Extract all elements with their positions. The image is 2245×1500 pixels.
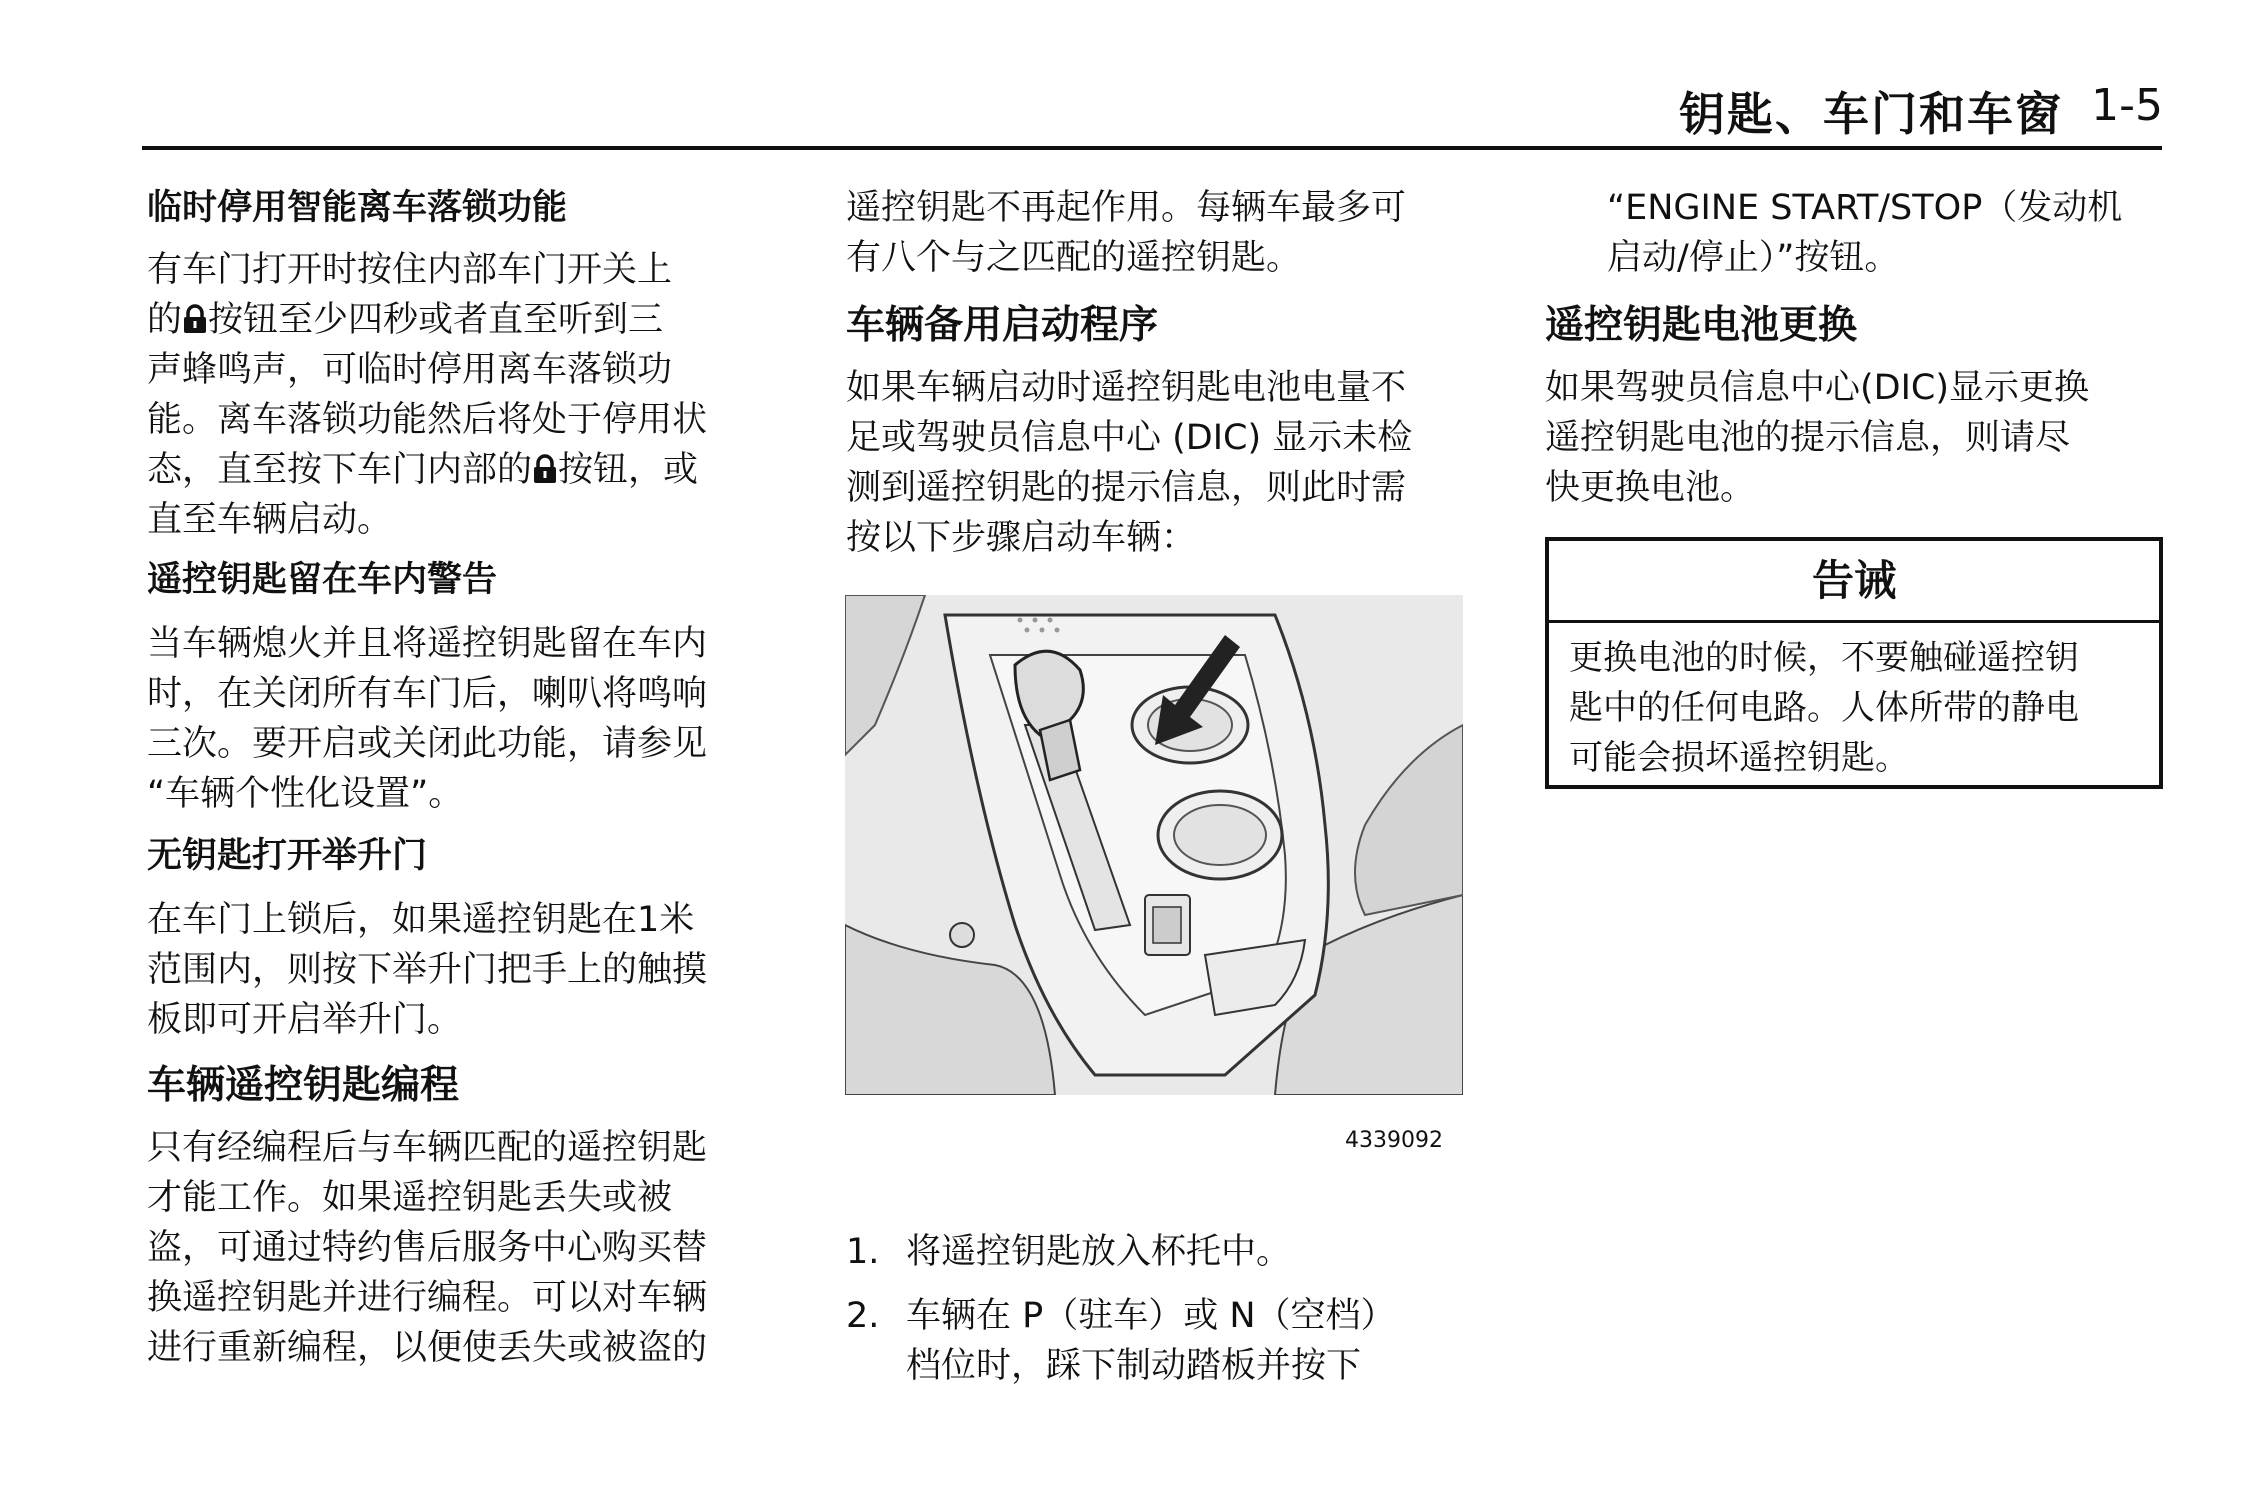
right-column: [1545, 183, 2185, 513]
step-number: 2.: [846, 1296, 880, 1336]
section-body-backup-start: 如果车辆启动时遥控钥匙电池电量不 足或驾驶员信息中心 (DIC) 显示未检 测到遥控钥匙的提示信息，则此时需 按以下步骤启动车辆：: [846, 368, 1413, 558]
section-body-key-left-warning: 当车辆熄火并且将遥控钥匙留在车内 时，在关闭所有车门后，喇叭将鸣响 三次。要开启或关闭此功能，请参见 “车辆个性化设置”。: [147, 624, 708, 814]
section-title-battery-replacement: 遥控钥匙电池更换: [1545, 303, 1858, 348]
section-title-key-programming: 车辆遥控钥匙编程: [147, 1063, 460, 1108]
list-item: [846, 1227, 1466, 1277]
section-title-disable-auto-lock: 临时停用智能离车落锁功能: [147, 188, 568, 228]
list-item: [846, 1291, 1466, 1391]
section-title-key-left-warning: 遥控钥匙留在车内警告: [147, 560, 498, 600]
section-title-backup-start: 车辆备用启动程序: [846, 303, 1159, 348]
step-text: 车辆在 P（驻车）或 N（空档） 档位时，踩下制动踏板并按下: [906, 1296, 1396, 1386]
left-column: [147, 183, 777, 1373]
lock-icon: [532, 454, 558, 484]
figure-id: 4339092: [1345, 1128, 1443, 1153]
step-continued: “ENGINE START/STOP（发动机 启动/停止）”按钮。: [1607, 188, 2123, 278]
section-title-keyless-liftgate: 无钥匙打开举升门: [147, 836, 428, 876]
section-body-battery-replacement: 如果驾驶员信息中心(DIC)显示更换 遥控钥匙电池的提示信息，则请尽 快更换电池。: [1545, 368, 2090, 508]
step-number: 1.: [846, 1232, 880, 1272]
caution-box: [1545, 537, 2163, 789]
caution-title: 告诫: [1549, 541, 2159, 623]
middle-column: [846, 183, 1476, 563]
section-body-disable-auto-lock: 有车门打开时按住内部车门开关上 的 按钮至少四秒或者直至听到三 声蜂鸣声，可临时停用离车落锁功 能。离车落锁功能然后将处于停用状 态，直至按下车门内部的 按钮，或 直至车辆启动。: [147, 250, 708, 540]
steps-list: [846, 1227, 1466, 1405]
section-body-keyless-liftgate: 在车门上锁后，如果遥控钥匙在1米 范围内，则按下举升门把手上的触摸 板即可开启举升门。: [147, 900, 708, 1040]
center-console-illustration: [845, 595, 1463, 1095]
chapter-title: 钥匙、车门和车窗: [1679, 87, 2063, 141]
programming-continued: 遥控钥匙不再起作用。每辆车最多可 有八个与之匹配的遥控钥匙。: [846, 188, 1407, 278]
caution-body: 更换电池的时候，不要触碰遥控钥 匙中的任何电路。人体所带的静电 可能会损坏遥控钥匙。: [1569, 638, 2079, 778]
page-number: 1-5: [2091, 80, 2163, 131]
lock-icon: [182, 304, 208, 334]
step-text: 将遥控钥匙放入杯托中。: [906, 1232, 1292, 1272]
section-body-key-programming: 只有经编程后与车辆匹配的遥控钥匙 才能工作。如果遥控钥匙丢失或被 盗，可通过特约售后服务中心购买替 换遥控钥匙并进行编程。可以对车辆 进行重新编程，以便使丢失或被盗的: [147, 1128, 708, 1368]
header-rule: [142, 146, 2162, 150]
